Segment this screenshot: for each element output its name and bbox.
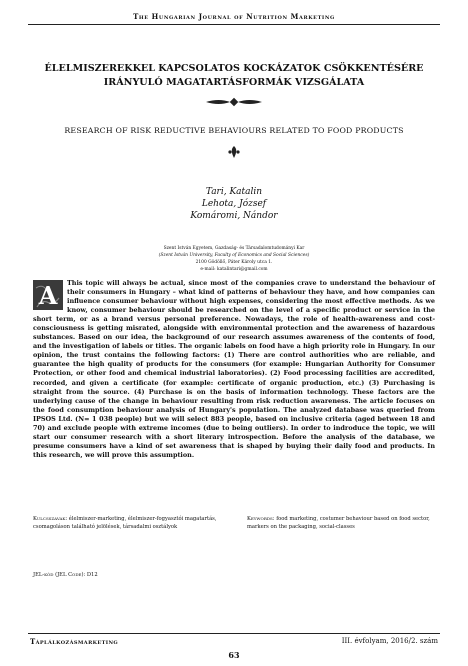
affiliation-line: 2100 Gödöllő, Páter Károly utca 1. (195, 260, 273, 265)
abstract (33, 279, 435, 460)
journal-header: The Hungarian Journal of Nutrition Marketing (133, 12, 335, 21)
dropcap-a-icon (33, 280, 63, 310)
footer-journal: Táplálkozásmarketing (30, 637, 119, 646)
jel-value: D12 (86, 572, 98, 578)
keywords-text: food marketing, costumer behaviour based on food sector, markers on the packaging, social-classes (247, 516, 430, 530)
dropcap-letter: A (38, 281, 58, 310)
affiliation (60, 245, 408, 273)
author-list (0, 186, 468, 222)
hungarian-title (20, 62, 448, 90)
affiliation-email: e-mail: katalintari@gmail.com (200, 267, 268, 272)
fleuron-divider-icon (204, 96, 264, 108)
page-number: 63 (228, 650, 240, 660)
fleuron-icon (227, 145, 241, 159)
keywords-text: élelmiszer-marketing, élelmiszer-fogyasztói magatartás, csomagoláson található jelölések, társadalmi osztályok (33, 516, 217, 530)
english-title: RESEARCH OF RISK REDUCTIVE BEHAVIOURS RELATED TO FOOD PRODUCTS (64, 126, 404, 135)
hungarian-title-line-2: IRÁNYULÓ MAGATARTÁSFORMÁK VIZSGÁLATA (103, 77, 365, 88)
keywords-label: Keywords: (247, 516, 275, 522)
affiliation-line: (Szent István University, Faculty of Economics and Social Sciences) (158, 253, 310, 258)
affiliation-line: Szent István Egyetem, Gazdaság- és Társadalomtudományi Kar (163, 246, 305, 251)
hungarian-title-line-1: ÉLELMISZEREKKEL KAPCSOLATOS KOCKÁZATOK CSÖKKENTÉSÉRE (44, 63, 424, 74)
keywords-english (247, 515, 437, 531)
author-name: Komáromi, Nándor (190, 211, 278, 221)
keywords-label: Kulcsszavak: (33, 516, 68, 522)
author-name: Lehota, József (201, 199, 267, 209)
jel-code (33, 572, 98, 578)
abstract-text: This topic will always be actual, since most of the companies crave to understand the behaviour of their consumers in Hungary – what kind of patterns of behaviour they have, and how companies can influence consumer behaviour without high expenses, considering the most effective methods. As we know, consumer behaviour should be researched on the level of a specific product or service in the short term, or as a brand versus personal preference. Nowadays, the role of health-awareness and cost-consciousness is getting misrated, alongside with environmental protection and the awareness of hazardous substances. Based on our idea, the background of our research assumes awareness of the contents of food, and the investigation of labels or titles. The organic labels on food have a high priority role in Hungary. In our opinion, the trust contains the following factors: (1) There are control authorities who are reliable, and guarantee the high quality of products for the consumers (for example: Hungarian Authority for Consumer Protection, or other food and chemical industrial laboratories). (2) Food processing facilities are accredited, recorded, and given a certificate (for example: certificate of organic production, etc.) (3) Purchasing is straight from the source. (4) Purchase is on the basis of information technology. These factors are the underlying cause of the change in behaviour resulting from risk reduction awareness. The article focuses on the food consumption behaviour analysis of Hungary's population. The analyzed database was queried from IPSOS Ltd. (N= 1 038 people) but we will select 883 people, based on inclusive criteria (aged between 18 and 70) and exclude people with extreme incomes (due to being outliers). In order to indroduce the topic, we will start our consumer research with a short literary introspection. Before the analysis of the database, we presume consumers have a kind of set awareness that is shaped by buying their daily food and products. In this research, we will prove this assumption. (33, 279, 435, 459)
keywords-hungarian (33, 515, 223, 531)
authors-ornament (0, 145, 468, 162)
title-ornament (0, 96, 468, 111)
footer-issue: III. évfolyam, 2016/2. szám (341, 637, 438, 645)
header-rule (28, 24, 440, 25)
jel-label: JEL-kód (JEL Code): (33, 572, 86, 578)
footer-rule (28, 633, 440, 634)
author-name: Tari, Katalin (205, 187, 263, 197)
